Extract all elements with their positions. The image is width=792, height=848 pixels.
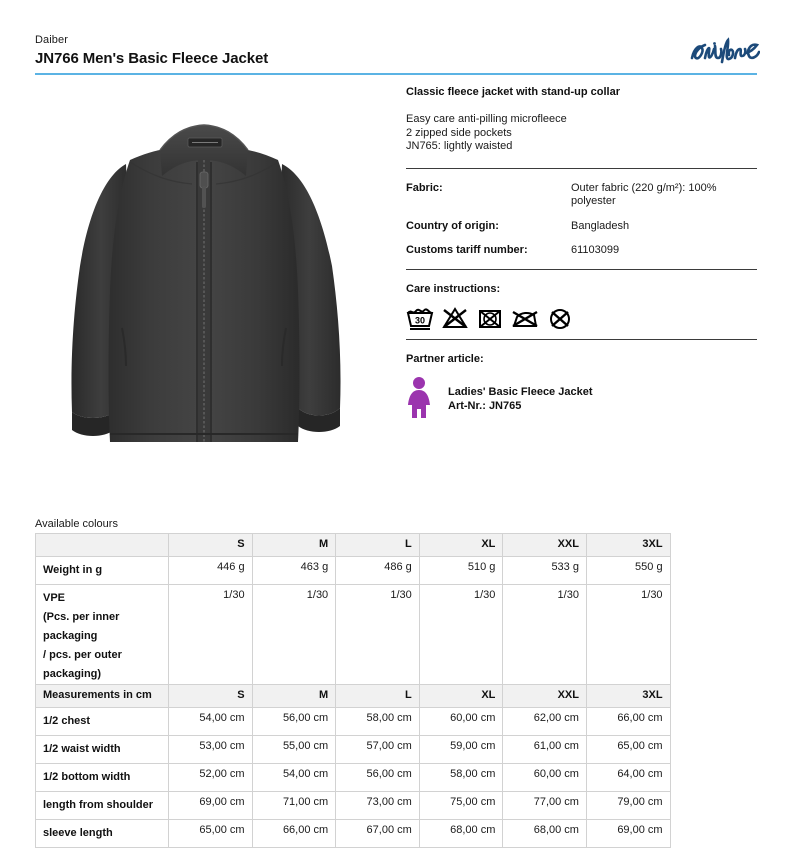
vpe-line-3: / pcs. per outer [43,649,122,661]
column-header-xl: XL [419,534,503,557]
cell-vpe-s: 1/30 [169,585,253,689]
cell-length-3xl: 79,00 cm [586,792,670,820]
cell-bottom-m: 54,00 cm [252,764,336,792]
partner-article-text [448,385,592,413]
cell-waist-s: 53,00 cm [169,736,253,764]
row-label-sleeve: sleeve length [36,820,169,848]
colours-table-block [35,518,671,689]
column-header-xxl: XXL [503,685,587,708]
column-header-3xl: 3XL [586,685,670,708]
partner-article[interactable] [406,376,757,423]
do-not-tumble-dry-icon [476,306,504,330]
table-row [36,792,671,820]
cell-vpe-l: 1/30 [336,585,420,689]
product-image [60,120,380,470]
table-header-row [36,685,671,708]
page-header [35,34,757,67]
cell-sleeve-m: 66,00 cm [252,820,336,848]
wash-30-gentle-icon [406,306,434,330]
column-header [36,534,169,557]
spec-row-customs [406,244,757,258]
column-header-l: L [336,534,420,557]
cell-vpe-3xl: 1/30 [586,585,670,689]
product-info-column [406,85,757,423]
vpe-line-4: packaging) [43,668,102,680]
partner-article-label: Partner article: [406,352,484,365]
specification-list [406,182,757,258]
spec-key: Fabric: [406,181,443,194]
table-row [36,764,671,792]
table-row [36,820,671,848]
row-label-vpe [36,585,169,689]
cell-chest-s: 54,00 cm [169,708,253,736]
cell-waist-xxl: 61,00 cm [503,736,587,764]
partner-article-number: Art-Nr.: JN765 [448,400,522,412]
header-divider [35,73,757,75]
cell-length-xxl: 77,00 cm [503,792,587,820]
cell-chest-l: 58,00 cm [336,708,420,736]
cell-bottom-xl: 58,00 cm [419,764,503,792]
cell-length-xl: 75,00 cm [419,792,503,820]
feature-item: Easy care anti-pilling microfleece [406,113,567,125]
product-features [406,113,757,154]
daiber-logo [688,36,760,68]
spec-value: Outer fabric (220 g/m²): 100% polyester [571,181,717,207]
feature-item: 2 zipped side pockets [406,126,512,139]
row-label-bottom: 1/2 bottom width [36,764,169,792]
spec-value: Bangladesh [571,219,630,232]
table-header-row [36,534,671,557]
cell-sleeve-xl: 68,00 cm [419,820,503,848]
measurements-table-block [35,684,671,848]
partner-article-name: Ladies' Basic Fleece Jacket [448,386,593,398]
product-headline: Classic fleece jacket with stand-up collar [406,86,620,98]
row-label-length: length from shoulder [36,792,169,820]
divider [406,168,757,169]
cell-waist-3xl: 65,00 cm [586,736,670,764]
spec-key: Customs tariff number: [406,244,528,256]
column-header-3xl: 3XL [586,534,670,557]
cell-chest-3xl: 66,00 cm [586,708,670,736]
cell-chest-m: 56,00 cm [252,708,336,736]
divider [406,339,757,340]
colours-table-caption: Available colours [35,518,118,530]
vpe-line-2: (Pcs. per inner packaging [43,611,120,642]
care-instructions-label: Care instructions: [406,282,501,295]
cell-length-s: 69,00 cm [169,792,253,820]
cell-vpe-xl: 1/30 [419,585,503,689]
cell-length-l: 73,00 cm [336,792,420,820]
cell-waist-xl: 59,00 cm [419,736,503,764]
column-header-m: M [252,534,336,557]
row-label-weight: Weight in g [36,557,169,585]
column-header-s: S [169,534,253,557]
feature-item: JN765: lightly waisted [406,140,513,152]
table-row [36,585,671,689]
spec-row-fabric [406,182,757,209]
spec-row-country [406,220,757,234]
female-figure-icon [406,376,432,423]
brand-name: Daiber [35,34,69,46]
table-row [36,736,671,764]
cell-bottom-l: 56,00 cm [336,764,420,792]
column-header-measurements: Measurements in cm [36,685,169,708]
cell-vpe-m: 1/30 [252,585,336,689]
cell-weight-l: 486 g [336,557,420,585]
cell-sleeve-l: 67,00 cm [336,820,420,848]
cell-weight-s: 446 g [169,557,253,585]
cell-sleeve-3xl: 69,00 cm [586,820,670,848]
table-row [36,557,671,585]
svg-text:30: 30 [414,315,426,325]
cell-sleeve-s: 65,00 cm [169,820,253,848]
cell-bottom-3xl: 64,00 cm [586,764,670,792]
spec-key: Country of origin: [406,219,499,232]
cell-bottom-s: 52,00 cm [169,764,253,792]
cell-vpe-xxl: 1/30 [503,585,587,689]
column-header-l: L [336,685,420,708]
cell-weight-xxl: 533 g [503,557,587,585]
cell-waist-l: 57,00 cm [336,736,420,764]
divider [406,269,757,270]
colours-table [35,533,671,689]
cell-weight-3xl: 550 g [586,557,670,585]
vpe-line-1: VPE [43,592,66,604]
cell-weight-m: 463 g [252,557,336,585]
table-row [36,708,671,736]
cell-waist-m: 55,00 cm [252,736,336,764]
measurements-table [35,684,671,848]
do-not-iron-icon [511,306,539,330]
row-label-chest: 1/2 chest [36,708,169,736]
page-title: JN766 Men's Basic Fleece Jacket [35,50,269,67]
do-not-dry-clean-icon [546,306,574,330]
cell-weight-xl: 510 g [419,557,503,585]
column-header-xxl: XXL [503,534,587,557]
spec-value: 61103099 [571,244,620,256]
care-symbol-row [406,304,757,330]
cell-bottom-xxl: 60,00 cm [503,764,587,792]
row-label-waist: 1/2 waist width [36,736,169,764]
do-not-bleach-icon [441,306,469,330]
column-header-m: M [252,685,336,708]
column-header-xl: XL [419,685,503,708]
cell-sleeve-xxl: 68,00 cm [503,820,587,848]
cell-length-m: 71,00 cm [252,792,336,820]
column-header-s: S [169,685,253,708]
cell-chest-xxl: 62,00 cm [503,708,587,736]
cell-chest-xl: 60,00 cm [419,708,503,736]
